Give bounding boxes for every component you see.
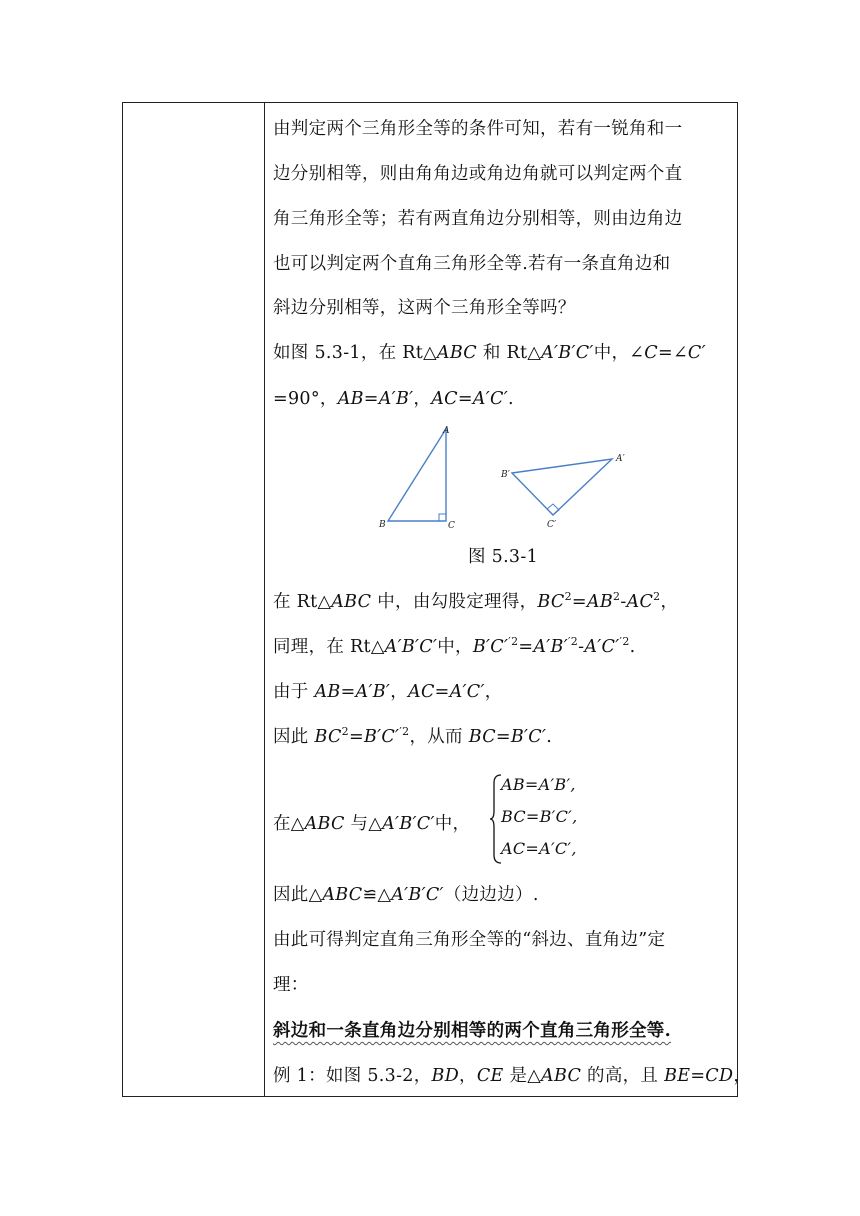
text-line: 斜边分别相等，这两个三角形全等吗？ [273,298,576,318]
text-line: 在 Rt△ABC 中，由勾股定理得，$BC^2=AB^2-AC^2$， [273,590,679,612]
text-line: 由此可得判定直角三角形全等的“斜边、直角边”定 [273,930,666,950]
table-left-column [123,103,265,1096]
text-line: 在△ABC 与△A′B′C′中， [273,814,471,834]
text-line: 角三角形全等；若有两直角边分别相等，则由边角边 [273,209,683,229]
text-line: 理： [273,975,309,995]
text-line: =90°，AB=A′B′，AC=A′C′. [273,389,514,409]
vertex-label: B [379,520,386,530]
text-line: 例 1：如图 5.3-2，BD，CE 是△ABC 的高，且 BE=CD， [273,1066,752,1086]
vertex-label: C [448,521,456,531]
vertex-label: A′ [616,454,626,464]
vertex-label: B′ [501,470,511,480]
vertex-label: C′ [547,520,557,530]
theorem-statement: 斜边和一条直角边分别相等的两个直角三角形全等. [273,1021,671,1041]
content-table [122,102,752,1097]
text-line: 由判定两个三角形全等的条件可知，若有一锐角和一 [273,119,683,139]
figure-caption: 图 5.3-1 [467,547,539,567]
vertex-label: A [443,426,450,436]
equation-row: BC=B′C′, [501,807,578,826]
text-line: 因此△ABC≌△A′B′C′（边边边）. [273,885,539,905]
text-line: 边分别相等，则由角角边或角边角就可以判定两个直 [273,164,683,184]
text-line: 因此 $BC^2=B'C'^{'2}$，从而 BC=B′C′. [273,725,553,747]
text-line: 同理，在 Rt△A′B′C′中，$B'C'^{'2}=A'B'^{'2}-A'C'^{'2}$. [273,635,636,657]
equation-row: AB=A′B′, [501,775,576,794]
equation-row: AC=A′C′, [501,839,577,858]
text-line: 如图 5.3-1，在 Rt△ABC 和 Rt△A′B′C′中，∠C=∠C′ [273,343,706,363]
triangle-figure [369,419,659,534]
text-line: 由于 AB=A′B′，AC=A′C′， [273,682,503,702]
text-line: 也可以判定两个直角三角形全等.若有一条直角边和 [273,254,671,274]
